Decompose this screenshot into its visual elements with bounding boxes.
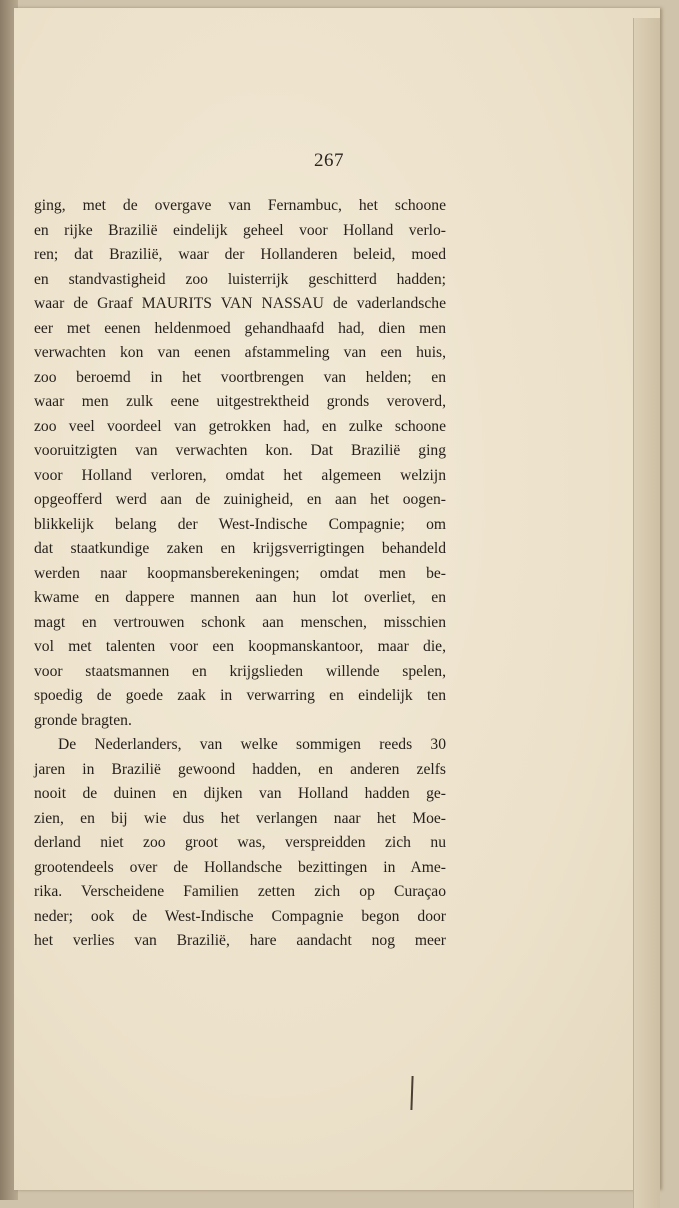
text-line: voor Holland verloren, omdat het algemeen welzijn: [34, 466, 446, 484]
text-line: De Nederlanders, van welke sommigen reeds 30: [58, 736, 446, 753]
text-line: magt en vertrouwen schonk aan menschen, misschien: [34, 613, 446, 631]
text-line: verwachten kon van eenen afstammeling van een huis,: [34, 344, 446, 361]
text-line: gronde bragten.: [34, 711, 132, 729]
text-line: nooit de duinen en dijken van Holland hadden ge-: [34, 785, 446, 802]
text-line: ging, met de overgave van Fernambuc, het schoone: [34, 197, 446, 214]
text-line: voor staatsmannen en krijgslieden willende spelen,: [34, 662, 446, 680]
text-line: ren; dat Brazilië, waar der Hollanderen beleid, moed: [34, 246, 446, 263]
ink-mark: [410, 1076, 413, 1110]
text-line: vooruitzigten van verwachten kon. Dat Brazilië ging: [34, 442, 446, 459]
text-line: zoo veel voordeel van getrokken had, en zulke schoone: [34, 417, 446, 435]
page-number: 267: [314, 150, 344, 171]
body-text: [34, 194, 446, 954]
text-line: kwame en dappere mannen aan hun lot overliet, en: [34, 589, 446, 606]
text-line: waar men zulk eene uitgestrektheid gronds veroverd,: [34, 393, 446, 410]
text-line: werden naar koopmansberekeningen; omdat men be-: [34, 564, 446, 582]
page-edge: [633, 18, 660, 1208]
text-line: derland niet zoo groot was, verspreidden zich nu: [34, 834, 446, 851]
text-line: blikkelijk belang der West-Indische Compagnie; om: [34, 515, 446, 533]
text-line: zien, en bij wie dus het verlangen naar het Moe-: [34, 809, 446, 827]
text-line: dat staatkundige zaken en krijgsverrigtingen behandeld: [34, 540, 446, 557]
book-page: [14, 8, 660, 1190]
text-line: zoo beroemd in het voortbrengen van helden; en: [34, 368, 446, 386]
text-line: opgeofferd werd aan de zuinigheid, en aan het oogen-: [34, 491, 446, 508]
text-line: spoedig de goede zaak in verwarring en eindelijk ten: [34, 687, 446, 704]
text-line: waar de Graaf MAURITS VAN NASSAU de vaderlandsche: [34, 295, 446, 312]
text-line: rika. Verscheidene Familien zetten zich op Curaçao: [34, 883, 446, 900]
text-line: eer met eenen heldenmoed gehandhaafd had, dien men: [34, 319, 446, 337]
text-line: vol met talenten voor een koopmanskantoor, maar die,: [34, 638, 446, 655]
text-line: jaren in Brazilië gewoond hadden, en anderen zelfs: [34, 760, 446, 778]
text-line: en standvastigheid zoo luisterrijk geschitterd hadden;: [34, 270, 446, 288]
text-line: en rijke Brazilië eindelijk geheel voor Holland verlo-: [34, 221, 446, 239]
text-line: grootendeels over de Hollandsche bezittingen in Ame-: [34, 858, 446, 876]
text-line: neder; ook de West-Indische Compagnie begon door: [34, 907, 446, 925]
text-line: het verlies van Brazilië, hare aandacht nog meer: [34, 932, 446, 949]
